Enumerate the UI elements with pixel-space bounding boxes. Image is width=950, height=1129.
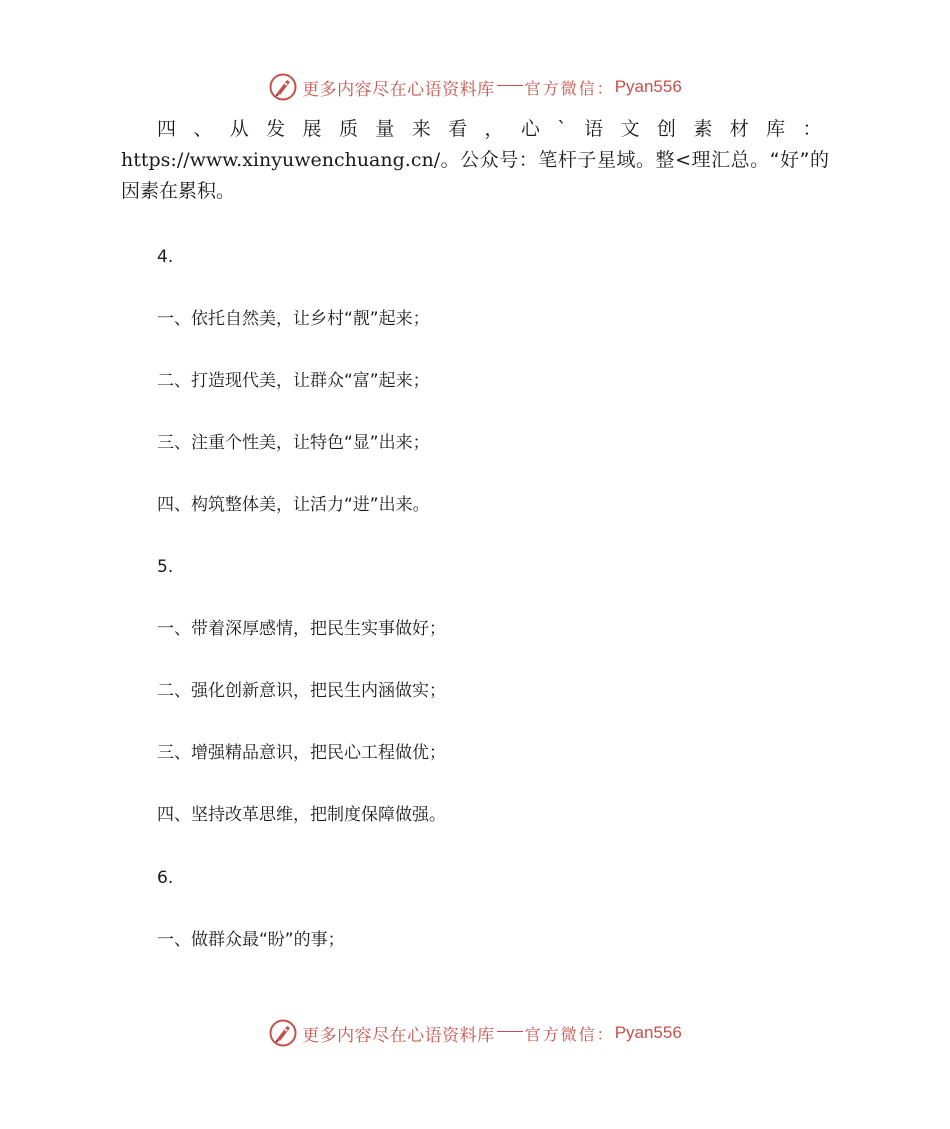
list-item: 二、强化创新意识，把民生内涵做实； (157, 681, 446, 701)
intro-paragraph-url: https://www.xinyuwenchuang.cn/ (121, 149, 441, 171)
list-item: 四、坚持改革思维，把制度保障做强。 (157, 805, 446, 825)
banner-slogan: 更多内容尽在心语资料库 (302, 79, 495, 100)
list-item: 三、注重个性美，让特色“显”出来； (157, 433, 430, 453)
list-item: 四、构筑整体美，让活力“进”出来。 (157, 495, 430, 515)
section-number: 4. (157, 247, 174, 267)
list-item: 二、打造现代美，让群众“富”起来； (157, 371, 430, 391)
footer-banner (0, 1016, 950, 1050)
section-number: 6. (157, 868, 174, 888)
intro-paragraph (121, 114, 829, 207)
document-body (121, 114, 829, 207)
section-number: 5. (157, 557, 174, 577)
intro-paragraph-heading: 四、从发展质量来看，心`语文创素材库： (157, 118, 829, 140)
banner-contact-label: 官方微信： (524, 1024, 615, 1044)
pen-logo-icon (268, 1018, 298, 1048)
banner-contact-label: 官方微信： (524, 78, 615, 98)
header-banner (0, 70, 950, 104)
banner-dash (497, 85, 523, 86)
banner-dash (497, 1031, 523, 1032)
banner-contact-id: Pyan556 (614, 77, 682, 96)
banner-contact-id: Pyan556 (614, 1023, 682, 1042)
pen-logo-icon (268, 72, 298, 102)
list-item: 一、依托自然美，让乡村“靓”起来； (157, 309, 430, 329)
intro-paragraph-tail: 。公众号：笔杆子星域。整<理汇总。“好”的因素在累积。 (121, 149, 829, 202)
list-item: 一、做群众最“盼”的事； (157, 930, 345, 950)
banner-slogan: 更多内容尽在心语资料库 (302, 1025, 495, 1046)
list-item: 三、增强精品意识，把民心工程做优； (157, 743, 446, 763)
list-item: 一、带着深厚感情，把民生实事做好； (157, 619, 446, 639)
